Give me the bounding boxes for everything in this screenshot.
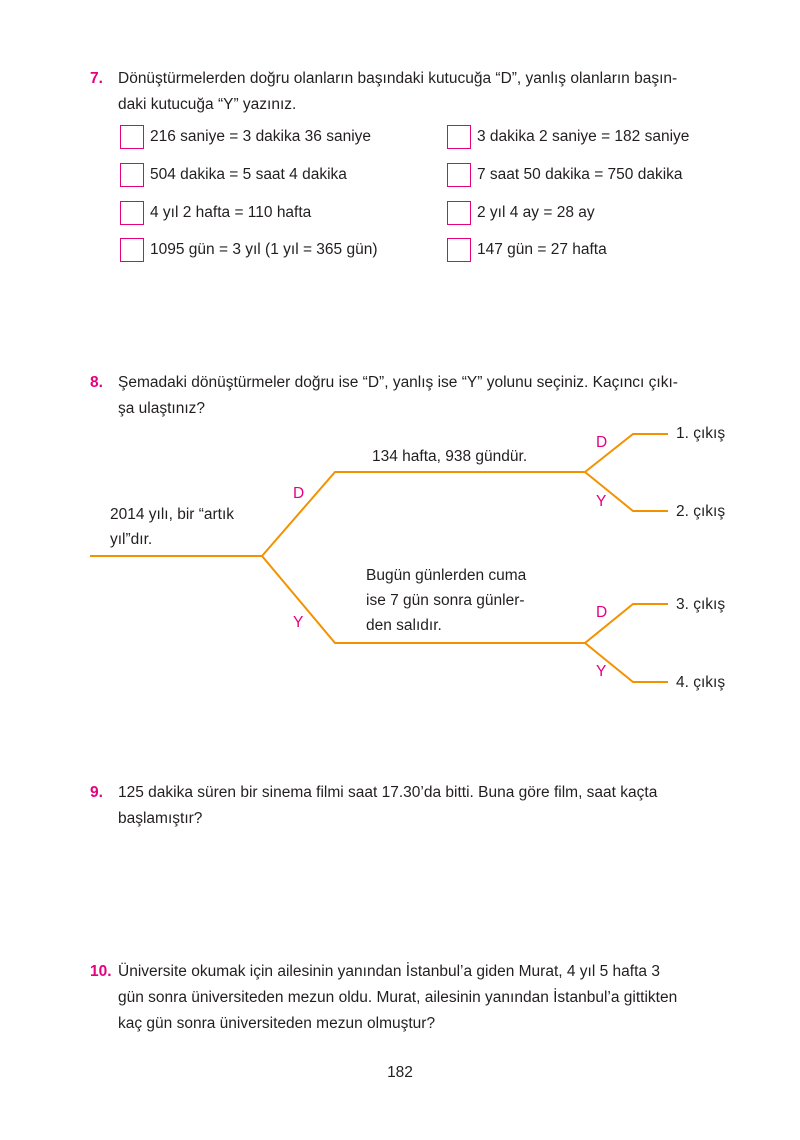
q8-text-line2: şa ulaştınız?: [118, 400, 206, 417]
q7-text-line2: daki kutucuğa “Y” yazınız.: [118, 96, 297, 113]
exit-1: 1. çıkış: [676, 425, 726, 442]
branch-upper: [262, 472, 585, 556]
root-statement-line1: 2014 yılı, bir “artık: [110, 506, 235, 523]
exit-4: 4. çıkış: [676, 674, 726, 691]
root-statement-line2: yıl”dır.: [110, 531, 153, 548]
q7-item-label: 7 saat 50 dakika = 750 dakika: [477, 166, 683, 183]
branch-label-d: D: [596, 434, 608, 451]
branch-label-y: Y: [596, 663, 607, 680]
q10-text-line2: gün sonra üniversiteden mezun oldu. Murat, ailesinin yanından İstanbul’a gittikten: [118, 989, 678, 1006]
q7-item-label: 504 dakika = 5 saat 4 dakika: [150, 166, 347, 183]
lower-statement-line2: ise 7 gün sonra günler-: [366, 592, 525, 609]
q10-text-line1: Üniversite okumak için ailesinin yanından İstanbul’a giden Murat, 4 yıl 5 hafta 3: [118, 963, 660, 980]
q7-item-label: 4 yıl 2 hafta = 110 hafta: [150, 204, 312, 221]
q7-number: 7.: [90, 70, 103, 87]
exit-3: 3. çıkış: [676, 596, 726, 613]
q7-item-label: 147 gün = 27 hafta: [477, 241, 607, 258]
q8-number: 8.: [90, 374, 103, 391]
lower-statement-line3: den salıdır.: [366, 617, 442, 634]
q9-number: 9.: [90, 784, 103, 801]
upper-statement: 134 hafta, 938 gündür.: [372, 448, 528, 465]
q10-number: 10.: [90, 963, 112, 980]
page-number: 182: [387, 1064, 413, 1081]
branch-label-y: Y: [596, 493, 607, 510]
lower-statement-line1: Bugün günlerden cuma: [366, 567, 527, 584]
branch-label-d: D: [293, 485, 305, 502]
q7-item-label: 1095 gün = 3 yıl (1 yıl = 365 gün): [150, 241, 378, 258]
branch-label-y: Y: [293, 614, 304, 631]
q7-item-label: 3 dakika 2 saniye = 182 saniye: [477, 128, 690, 145]
q9-text-line2: başlamıştır?: [118, 810, 203, 827]
q9-text-line1: 125 dakika süren bir sinema filmi saat 17.30’da bitti. Buna göre film, saat kaçta: [118, 784, 658, 801]
q10-text-line3: kaç gün sonra üniversiteden mezun olmuştur?: [118, 1015, 436, 1032]
q7-text-line1: Dönüştürmelerden doğru olanların başındaki kutucuğa “D”, yanlış olanların başın-: [118, 70, 678, 87]
exit-2: 2. çıkış: [676, 503, 726, 520]
q7-item-label: 216 saniye = 3 dakika 36 saniye: [150, 128, 372, 145]
q8-text-line1: Şemadaki dönüştürmeler doğru ise “D”, yanlış ise “Y” yolunu seçiniz. Kaçıncı çıkı-: [118, 374, 678, 391]
branch-label-d: D: [596, 604, 608, 621]
q7-item-label: 2 yıl 4 ay = 28 ay: [477, 204, 595, 221]
